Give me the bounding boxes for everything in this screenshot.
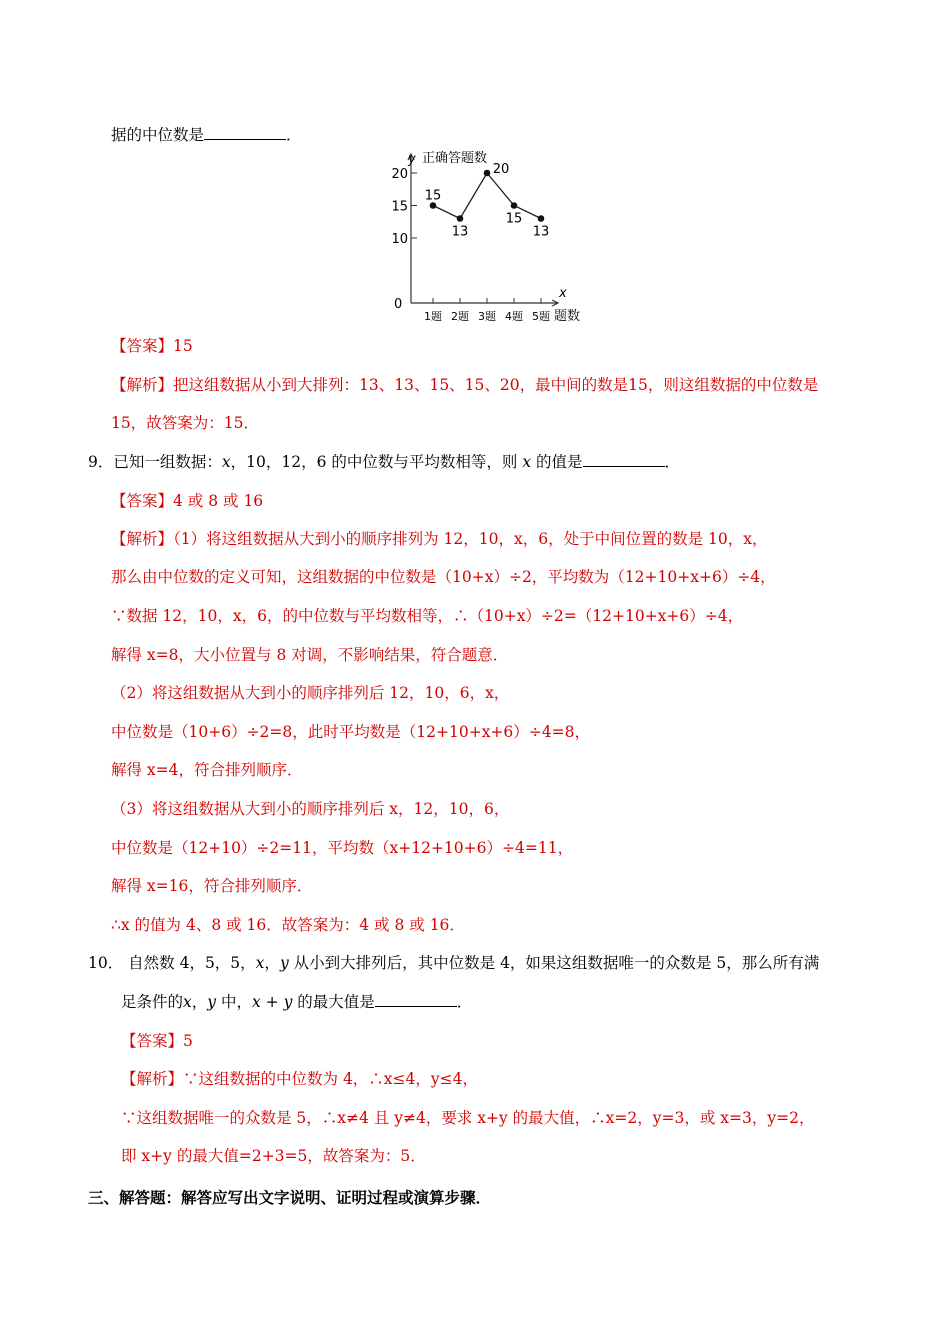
q9-stem: 9．已知一组数据：x，10，12，6 的中位数与平均数相等，则 x 的值是 ． xyxy=(88,453,681,471)
q8-analysis-cont: 15，故答案为：15． xyxy=(111,414,259,432)
q9-analysis-10: 解得 x=16，符合排列顺序． xyxy=(111,877,313,895)
section-heading: 三、解答题：解答应写出文字说明、证明过程或演算步骤． xyxy=(88,1188,492,1207)
q9-analysis-11: ∴x 的值为 4、8 或 16．故答案为：4 或 8 或 16． xyxy=(111,916,465,934)
q9-answer: 【答案】4 或 8 或 16 xyxy=(111,492,264,510)
q9-analysis-3: ∵数据 12，10，x，6，的中位数与平均数相等，∴（10+x）÷2=（12+10+x+6）÷4， xyxy=(111,607,744,625)
q9-analysis-5: （2）将这组数据从大到小的顺序排列后 12，10，6，x， xyxy=(111,684,510,702)
q9-analysis-7: 解得 x=4，符合排列顺序． xyxy=(111,761,303,779)
x-tick-label: 5题 xyxy=(532,310,550,323)
data-label: 15 xyxy=(424,188,442,204)
data-point xyxy=(511,202,518,209)
data-label: 13 xyxy=(532,224,550,240)
q10-analysis-1: 【解析】∵这组数据的中位数为 4，∴x≤4，y≤4， xyxy=(121,1070,479,1088)
x-tick-label: 2题 xyxy=(451,310,469,323)
y-tick-label: 10 xyxy=(391,232,408,247)
x-tick-label: 4题 xyxy=(505,310,523,323)
origin-label: 0 xyxy=(394,297,403,312)
q10-stem-1: 10． 自然数 4，5，5，x，y 从小到大排列后，其中位数是 4，如果这组数据唯一的众数是 5，那么所有满 xyxy=(88,954,820,972)
y-axis-label: 正确答题数 xyxy=(422,151,488,166)
q9-analysis-2: 那么由中位数的定义可知，这组数据的中位数是（10+x）÷2，平均数为（12+10+x+6）÷4， xyxy=(111,568,776,586)
q10-analysis-2: ∵这组数据唯一的众数是 5，∴x≠4 且 y≠4，要求 x+y 的最大值，∴x=2，y=3，或 x=3，y=2， xyxy=(121,1109,815,1127)
y-axis-letter: y xyxy=(408,152,416,167)
q8-answer: 【答案】15 xyxy=(111,337,193,355)
data-label: 20 xyxy=(492,162,510,177)
q9-analysis-4: 解得 x=8，大小位置与 8 对调，不影响结果，符合题意． xyxy=(111,646,509,664)
data-point xyxy=(484,170,491,177)
x-tick-label: 1题 xyxy=(424,310,442,323)
q8-analysis: 【解析】把这组数据从小到大排列：13、13、15、15、20，最中间的数是15，则这组数据的中位数是 xyxy=(111,376,819,394)
series-line xyxy=(433,173,541,219)
line-chart xyxy=(380,146,595,328)
x-axis-letter: x xyxy=(559,286,567,301)
answer-blank xyxy=(583,451,665,467)
q10-stem-2: 足条件的x，y 中，x + y 的最大值是 ． xyxy=(121,993,473,1011)
q8-stem: 据的中位数是 ． xyxy=(111,126,302,144)
y-tick-label: 15 xyxy=(391,199,408,215)
q9-analysis-6: 中位数是（10+6）÷2=8，此时平均数是（12+10+x+6）÷4=8， xyxy=(111,723,590,741)
answer-blank xyxy=(375,991,457,1007)
q10-analysis-3: 即 x+y 的最大值=2+3=5，故答案为：5． xyxy=(121,1147,426,1165)
data-label: 13 xyxy=(451,224,469,240)
q9-analysis-9: 中位数是（12+10）÷2=11，平均数（x+12+10+6）÷4=11， xyxy=(111,839,574,857)
data-point xyxy=(538,215,545,222)
q10-answer: 【答案】5 xyxy=(121,1032,193,1050)
q9-analysis-8: （3）将这组数据从大到小的顺序排列后 x，12，10，6， xyxy=(111,800,510,818)
x-tick-label: 3题 xyxy=(478,310,496,323)
answer-blank xyxy=(204,124,286,140)
y-tick-label: 20 xyxy=(391,167,408,182)
data-label: 15 xyxy=(505,211,523,227)
x-axis-label: 题数 xyxy=(554,309,581,324)
q9-analysis-1: 【解析】（1）将这组数据从大到小的顺序排列为 12，10，x，6，处于中间位置的数是 10，x， xyxy=(111,530,768,548)
data-point xyxy=(457,215,464,222)
